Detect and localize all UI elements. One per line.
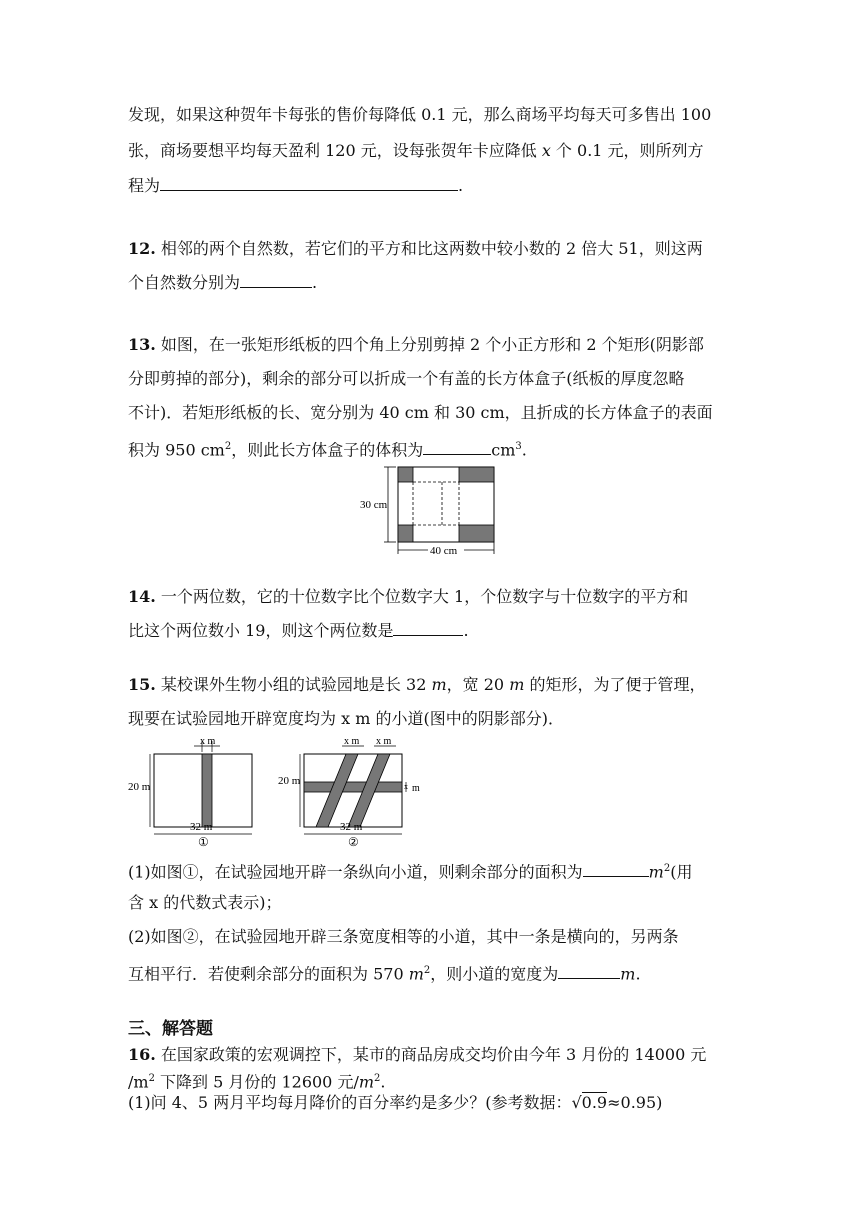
- fig2-width-label: 32 m: [340, 821, 363, 833]
- answer-blank[interactable]: [558, 964, 620, 979]
- answer-blank[interactable]: [393, 621, 463, 636]
- q12-line2: 个自然数分别为 .: [128, 273, 318, 292]
- fig2-caption: ②: [348, 835, 359, 849]
- fig1-width-label: 32 m: [190, 821, 213, 833]
- section-heading: 三、解答题: [128, 1019, 213, 1039]
- horizontal-path: [304, 782, 402, 792]
- answer-blank[interactable]: [160, 176, 458, 191]
- q13-line3: 不计)．若矩形纸板的长、宽分别为 40 cm 和 30 cm，且折成的长方体盒子的表面: [128, 403, 713, 422]
- q11-line2: 张，商场要想平均每天盈利 120 元，设每张贺年卡应降低 x 个 0.1 元，则所列方: [128, 141, 704, 160]
- fig2-xm-label-1: x m: [344, 736, 360, 747]
- q16-sub1: (1)问 4、5 两月平均每月降价的百分率约是多少？(参考数据：√0.9≈0.95): [128, 1093, 663, 1112]
- q15-sub1-line2: 含 x 的代数式表示)；: [128, 893, 282, 912]
- cut-square: [398, 467, 413, 482]
- q15-sub2-line1: (2)如图②，在试验园地开辟三条宽度相等的小道，其中一条是横向的，另两条: [128, 927, 679, 946]
- sqrt-symbol: √: [571, 1093, 582, 1112]
- q11-line1: 发现，如果这种贺年卡每张的售价每降低 0.1 元，那么商场平均每天可多售出 100: [128, 105, 712, 124]
- q15-line1: 15. 某校课外生物小组的试验园地是长 32 m，宽 20 m 的矩形，为了便于管理，: [128, 675, 706, 694]
- vertical-path: [202, 754, 212, 827]
- q16-line1: 16. 在国家政策的宏观调控下，某市的商品房成交均价由今年 3 月份的 14000 元: [128, 1045, 707, 1064]
- fig1-height-label: 20 m: [128, 781, 151, 793]
- fig2-height-label: 20 m: [278, 775, 301, 787]
- q15-sub1-line1: (1)如图①，在试验园地开辟一条纵向小道，则剩余部分的面积为 $m^2$(用: [128, 862, 693, 882]
- fig2-xm-label-2: x m: [376, 736, 392, 747]
- fig2-side-m: m: [412, 783, 420, 794]
- fig2-side-x: x: [404, 782, 408, 791]
- answer-blank[interactable]: [423, 440, 491, 455]
- q16-line2: $/m^2$ 下降到 5 月份的 12600 元$/m^2$.: [128, 1072, 386, 1092]
- answer-blank[interactable]: [583, 862, 649, 877]
- q14-line1: 14. 一个两位数，它的十位数字比个位数字大 1，个位数字与十位数字的平方和: [128, 587, 689, 606]
- q15-sub2-line2: 互相平行．若使剩余部分的面积为 570 $m^2$，则小道的宽度为 m.: [128, 964, 641, 984]
- q14-line2: 比这个两位数小 19，则这个两位数是 .: [128, 621, 469, 640]
- cut-rectangle: [459, 467, 494, 482]
- q11-line3: 程为 .: [128, 176, 464, 195]
- fig1-caption: ①: [198, 835, 209, 849]
- answer-blank[interactable]: [240, 273, 312, 288]
- q13-line1: 13. 如图，在一张矩形纸板的四个角上分别剪掉 2 个小正方形和 2 个矩形(阴影部: [128, 335, 704, 354]
- height-label: 30 cm: [360, 499, 388, 511]
- q12-line1: 12. 相邻的两个自然数，若它们的平方和比这两数中较小数的 2 倍大 51，则这两: [128, 239, 703, 258]
- q15-line2: 现要在试验园地开辟宽度均为 x m 的小道(图中的阴影部分)．: [128, 709, 564, 728]
- cut-rectangle: [459, 525, 494, 542]
- q13-line2: 分即剪掉的部分)，剩余的部分可以折成一个有盖的长方体盒子(纸板的厚度忽略: [128, 369, 685, 388]
- fig1-xm-label: x m: [200, 736, 216, 747]
- cut-square: [398, 525, 413, 542]
- garden-figures: [128, 734, 438, 850]
- q13-line4: 积为 950 $cm^2$，则此长方体盒子的体积为 $cm^3$.: [128, 440, 527, 460]
- width-label: 40 cm: [430, 545, 458, 556]
- box-net-figure: [360, 462, 502, 556]
